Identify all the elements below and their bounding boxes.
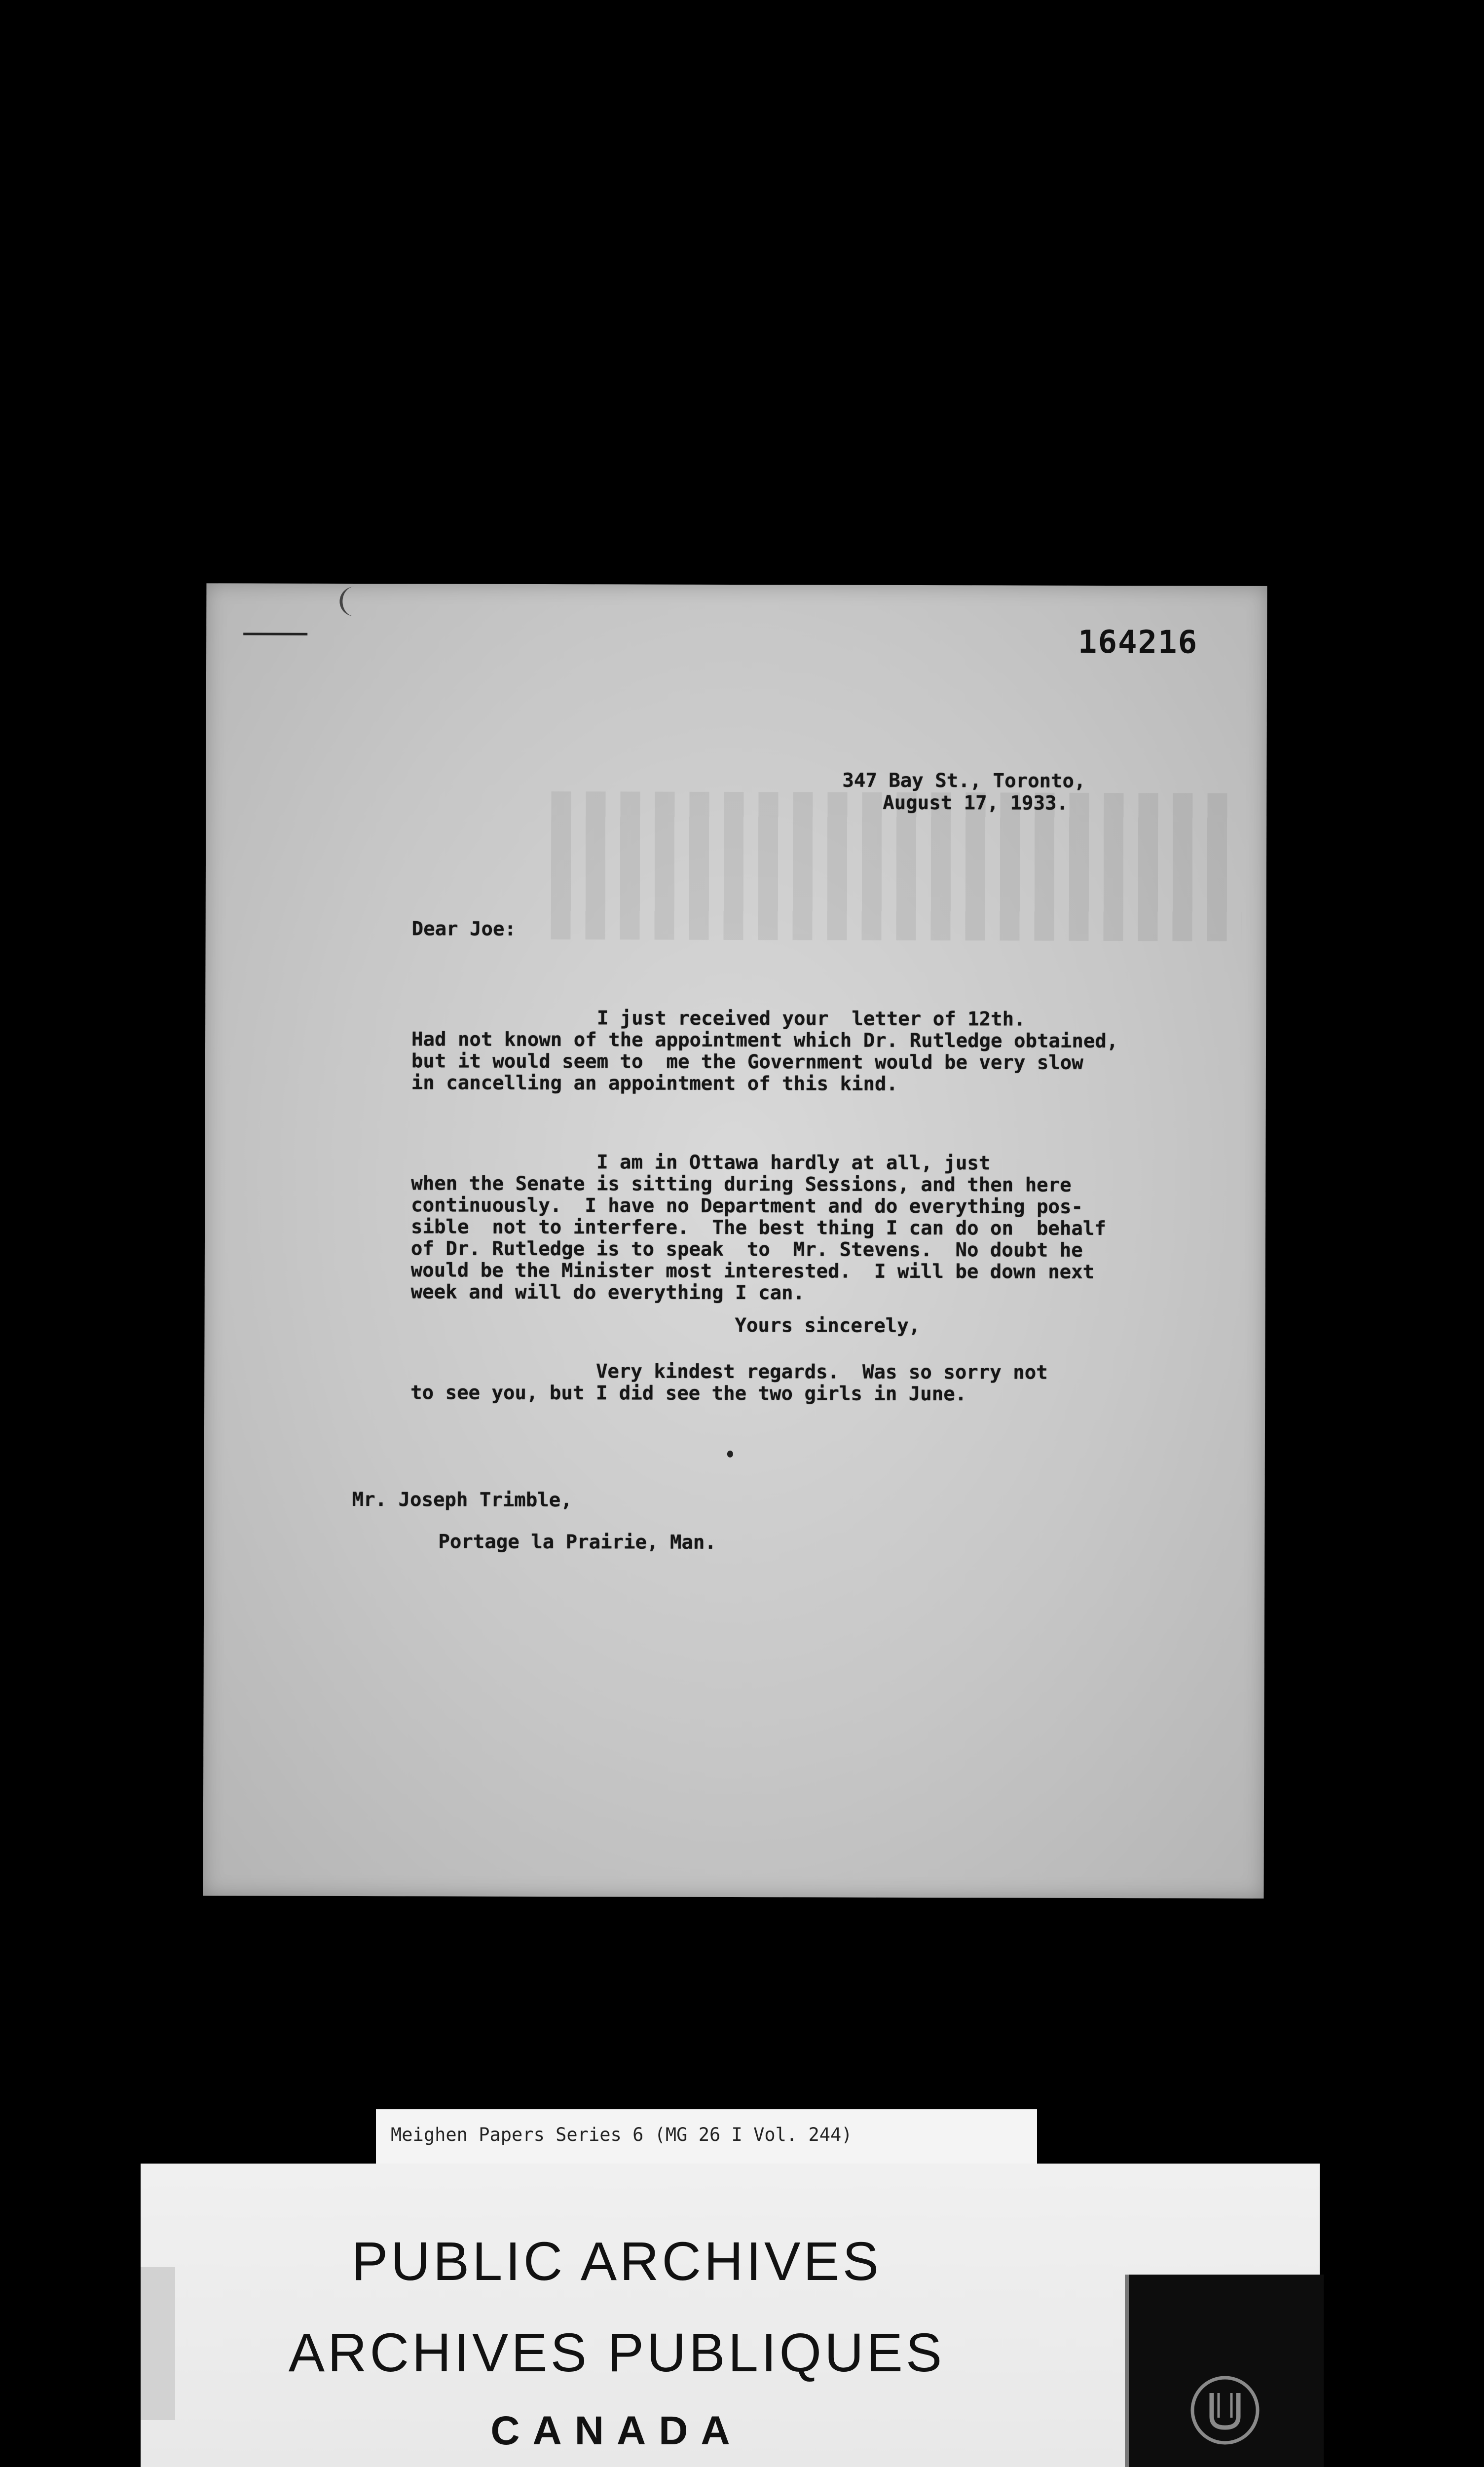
archive-title-french: ARCHIVES PUBLIQUES (288, 2322, 945, 2383)
closing: Yours sincerely, (735, 1314, 921, 1337)
paragraph-2: I am in Ottawa hardly at all, just when the Senate is sitting during Sessions, and then here continuously. I have no Department and do everything pos- sible not to interfere. The best thing I can do on behalf of Dr. Rutledge is to speak to Mr. Stevens. No doubt he would be the Minister most interested. I will be down next week and will do everything I can. (410, 1151, 1106, 1305)
salutation: Dear Joe: (411, 918, 517, 940)
paragraph-1: I just received your letter of 12th. Had not known of the appointment which Dr. Rutledge obtained, but it would seem to me the Government would be very slow in cancelling an appointment of this kind. (411, 1007, 1118, 1095)
archives-seal-icon (1188, 2373, 1262, 2447)
letter-page (203, 583, 1267, 1899)
seal-panel (1125, 2275, 1324, 2467)
recipient-place: Portage la Prairie, Man. (438, 1531, 716, 1554)
archive-title-english: PUBLIC ARCHIVES (351, 2231, 882, 2292)
letter-date: August 17, 1933. (883, 791, 1069, 815)
letter-body (410, 964, 1118, 1463)
archive-card (141, 2164, 1320, 2467)
document-number: 164216 (1077, 624, 1198, 661)
margin-dash (243, 633, 307, 635)
ink-dot (727, 1451, 733, 1458)
sender-address-line-1: 347 Bay St., Toronto, (842, 769, 1086, 792)
paragraph-3: Very kindest regards. Was so sorry not to see you, but I did see the two girls in June. (410, 1360, 1048, 1406)
series-label: Meighen Papers Series 6 (MG 26 I Vol. 244) (376, 2109, 1037, 2165)
paper-clip-mark (339, 587, 361, 616)
archive-country: CANADA (490, 2408, 743, 2453)
recipient-name: Mr. Joseph Trimble, (352, 1488, 572, 1512)
